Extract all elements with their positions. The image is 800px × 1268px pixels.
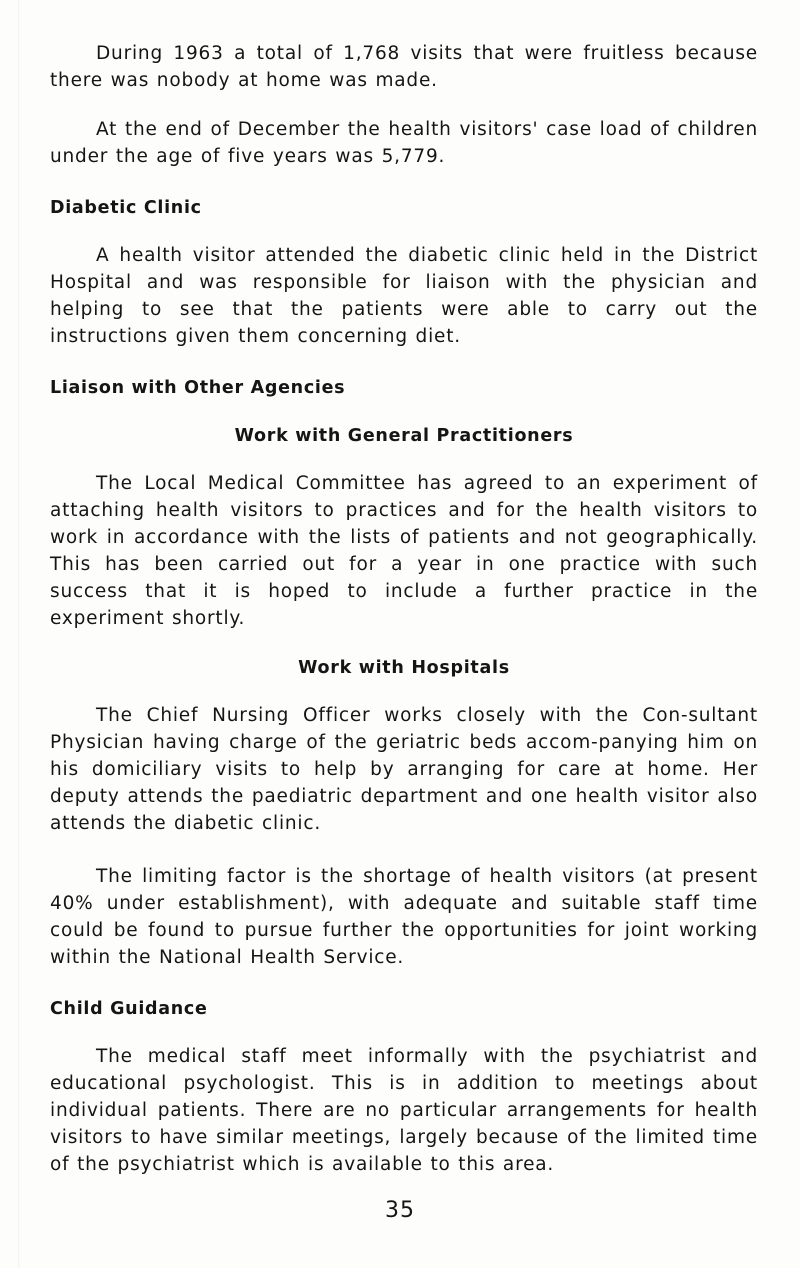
heading-liaison: Liaison with Other Agencies xyxy=(50,378,346,398)
subheading-general-practitioners: Work with General Practitioners xyxy=(234,426,574,446)
heading-child-guidance: Child Guidance xyxy=(50,999,208,1019)
page-number: 35 xyxy=(385,1198,415,1223)
page-content xyxy=(50,40,758,1178)
paragraph-child-guidance: The medical staff meet informally with the psychiatrist and educational psychologist. This is in addition to meetings about individual patients. There are no particular arrangements for health visitors to have similar meetings, largely because of the limited time of the psychiatrist which is available to this area. xyxy=(50,1046,758,1175)
paragraph-general-practitioners: The Local Medical Committee has agreed to an experiment of attaching health visitors to practices and for the health visitors to work in accordance with the lists of patients and not geographically. This has been carried out for a year in one practice with such success that it is hoped to include a further practice in the experiment shortly. xyxy=(50,473,758,629)
subheading-hospitals: Work with Hospitals xyxy=(298,658,510,678)
paragraph-diabetic-clinic: A health visitor attended the diabetic clinic held in the District Hospital and was responsible for liaison with the physician and helping to see that the patients were able to carry out the instructions given them concerning diet. xyxy=(50,245,758,347)
paragraph-fruitless-visits: During 1963 a total of 1,768 visits that were fruitless because there was nobody at home was made. xyxy=(50,43,758,91)
heading-diabetic-clinic: Diabetic Clinic xyxy=(50,198,202,218)
paragraph-hospitals: The Chief Nursing Officer works closely with the Con-sultant Physician having charge of the geriatric beds accom-panying him on his domiciliary visits to help by arranging for care at home. Her deputy attends the paediatric department and one health visitor also attends the diabetic clinic. xyxy=(50,705,758,834)
scan-edge-shadow xyxy=(18,0,20,1268)
paragraph-case-load: At the end of December the health visitors' case load of children under the age of five years was 5,779. xyxy=(50,119,758,167)
paragraph-limiting-factor: The limiting factor is the shortage of health visitors (at present 40% under establishment), with adequate and suitable staff time could be found to pursue further the opportunities for joint working within the National Health Service. xyxy=(50,866,758,968)
